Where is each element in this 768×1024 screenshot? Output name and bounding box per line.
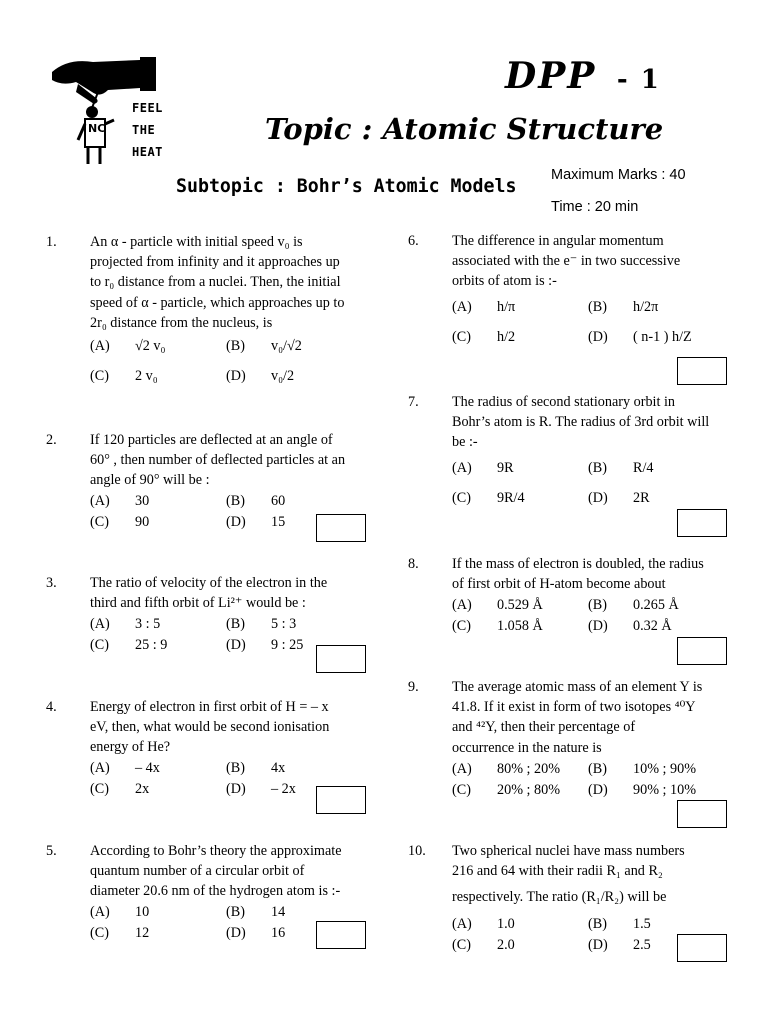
option-label: (B) [226,904,245,920]
option-label: (D) [226,368,246,384]
question-number: 10. [408,843,426,859]
question-line: 216 and 64 with their radii R₁ and R₂ [452,863,663,880]
dpp-label: DPP [505,55,597,97]
option-value: 10% ; 90% [633,761,697,777]
option-label: (C) [90,925,109,941]
option-label: (A) [452,460,472,476]
option-value: 2.5 [633,937,651,953]
option-value: 30 [135,493,150,509]
option-value: 1.058 Å [497,618,543,634]
option-value: 20% ; 80% [497,782,561,798]
question-number: 4. [46,699,57,715]
option-value: 10 [135,904,150,920]
question-number: 3. [46,575,57,591]
option-label: (D) [226,637,246,653]
question-text [452,392,709,453]
question-line: The difference in angular momentum [452,233,664,249]
question-line: If the mass of electron is doubled, the radius [452,556,704,572]
option-value: 14 [271,904,286,920]
option-label: (D) [588,618,608,634]
dpp-number: - 1 [616,65,661,95]
question-line: be :- [452,434,478,451]
option-label: (A) [452,916,472,932]
option-label: (B) [588,299,607,315]
option-value: – 2x [271,781,296,797]
option-value: 2R [633,490,650,506]
option-label: (B) [226,760,245,776]
dpp-title [505,55,661,97]
answer-box-q2[interactable] [316,514,366,542]
option-label: (C) [90,514,109,530]
option-label: (C) [90,368,109,384]
option-value: 0.265 Å [633,597,679,613]
option-value: √2 v₀ [135,338,166,354]
question-line: projected from infinity and it approaches up [90,254,340,271]
question-line: The ratio of velocity of the electron in the [90,575,328,591]
answer-box-q8[interactable] [677,637,727,665]
question-number: 1. [46,234,57,250]
option-value: v₀/2 [271,368,295,384]
option-value: 25 : 9 [135,637,168,653]
option-value: 16 [271,925,286,941]
option-value: 0.32 Å [633,618,672,634]
question-line: associated with the e⁻ in two successive [452,253,681,270]
option-label: (B) [588,597,607,613]
option-value: 9R [497,460,514,476]
question-line: Bohr’s atom is R. The radius of 3rd orbit will [452,414,710,431]
option-value: 90% ; 10% [633,782,697,798]
option-label: (A) [90,616,110,632]
option-label: (D) [226,925,246,941]
option-label: (D) [226,514,246,530]
question-line: occurrence in the nature is [452,739,602,756]
option-value: 5 : 3 [271,616,297,632]
question-text [90,232,344,333]
question-text [452,554,704,594]
question-line: The average atomic mass of an element Y is [452,679,703,695]
option-value: 80% ; 20% [497,761,561,777]
question-number: 2. [46,432,57,448]
question-text [90,573,327,613]
option-value: 0.529 Å [497,597,543,613]
answer-box-q9[interactable] [677,800,727,828]
question-line: 41.8. If it exist in form of two isotopes ⁴⁰Y [452,699,696,716]
option-label: (A) [452,299,472,315]
answer-box-q3[interactable] [316,645,366,673]
question-line: diameter 20.6 nm of the hydrogen atom is :- [90,883,341,900]
question-text [90,841,342,902]
answer-box-q5[interactable] [316,921,366,949]
question-number: 6. [408,233,419,249]
option-value: 90 [135,514,150,530]
option-value: – 4x [135,760,160,776]
option-value: 4x [271,760,286,776]
option-label: (A) [90,760,110,776]
question-line: eV, then, what would be second ionisation [90,719,330,736]
question-line: quantum number of a circular orbit of [90,863,305,880]
option-label: (D) [588,782,608,798]
question-text [452,677,702,758]
question-text [90,697,329,758]
option-label: (B) [226,338,245,354]
option-label: (C) [452,782,471,798]
option-label: (B) [588,916,607,932]
question-number: 8. [408,556,419,572]
answer-box-q7[interactable] [677,509,727,537]
question-text [452,841,685,908]
option-label: (C) [452,618,471,634]
option-value: 15 [271,514,286,530]
option-value: 2 v₀ [135,368,158,384]
option-label: (C) [90,637,109,653]
option-label: (B) [588,761,607,777]
question-line: of first orbit of H-atom become about [452,576,666,593]
question-line: An α - particle with initial speed v₀ is [90,234,303,250]
option-label: (A) [452,597,472,613]
question-line: 60° , then number of deflected particles at an [90,452,346,469]
option-value: h/2π [633,299,659,315]
option-label: (D) [588,937,608,953]
option-label: (D) [588,490,608,506]
question-line: Energy of electron in first orbit of H = – x [90,699,329,715]
question-number: 9. [408,679,419,695]
subtopic-title: Subtopic : Bohr’s Atomic Models [176,175,517,197]
question-number: 5. [46,843,57,859]
option-value: v₀/√2 [271,338,302,354]
option-label: (A) [452,761,472,777]
question-line: to r₀ distance from a nuclei. Then, the initial [90,274,341,291]
option-value: h/π [497,299,516,315]
logo-badge: NC [88,122,106,135]
question-line: speed of α - particle, which approaches up to [90,294,345,311]
option-value: 9 : 25 [271,637,304,653]
option-value: 2x [135,781,150,797]
question-line: 2r₀ distance from the nucleus, is [90,314,273,331]
question-line: Two spherical nuclei have mass numbers [452,843,685,859]
option-label: (C) [452,490,471,506]
question-line: angle of 90° will be : [90,472,210,489]
option-label: (B) [226,493,245,509]
answer-box-q10[interactable] [677,934,727,962]
question-line: According to Bohr’s theory the approximate [90,843,342,859]
time-limit: Time : 20 min [551,199,639,215]
option-value: h/2 [497,329,516,345]
option-label: (B) [226,616,245,632]
option-value: R/4 [633,460,654,476]
answer-box-q6[interactable] [677,357,727,385]
question-line: orbits of atom is :- [452,273,557,290]
answer-box-q4[interactable] [316,786,366,814]
max-marks: Maximum Marks : 40 [551,167,686,183]
option-label: (C) [452,937,471,953]
question-line: The radius of second stationary orbit in [452,394,676,410]
option-label: (A) [90,493,110,509]
option-value: 2.0 [497,937,515,953]
question-line: third and fifth orbit of Li²⁺ would be : [90,595,306,612]
question-line: If 120 particles are deflected at an angle of [90,432,333,448]
option-label: (A) [90,904,110,920]
option-label: (B) [588,460,607,476]
option-value: 60 [271,493,286,509]
option-value: ( n-1 ) h/Z [633,329,692,345]
option-value: 3 : 5 [135,616,161,632]
question-line: and ⁴²Y, then their percentage of [452,719,636,736]
option-label: (A) [90,338,110,354]
question-text [452,231,680,292]
question-number: 7. [408,394,419,410]
question-line: respectively. The ratio (R₁/R₂) will be [452,889,667,906]
option-value: 1.0 [497,916,515,932]
option-label: (D) [588,329,608,345]
option-label: (C) [90,781,109,797]
logo-word-heat: HEAT [132,145,163,159]
question-line: energy of He? [90,739,171,756]
option-value: 1.5 [633,916,651,932]
logo-word-the: THE [132,123,156,137]
logo-word-feel: FEEL [132,101,163,115]
option-value: 12 [135,925,150,941]
topic-title: Topic : Atomic Structure [265,112,664,146]
option-value: 9R/4 [497,490,525,506]
option-label: (C) [452,329,471,345]
option-label: (D) [226,781,246,797]
question-text [90,430,345,491]
